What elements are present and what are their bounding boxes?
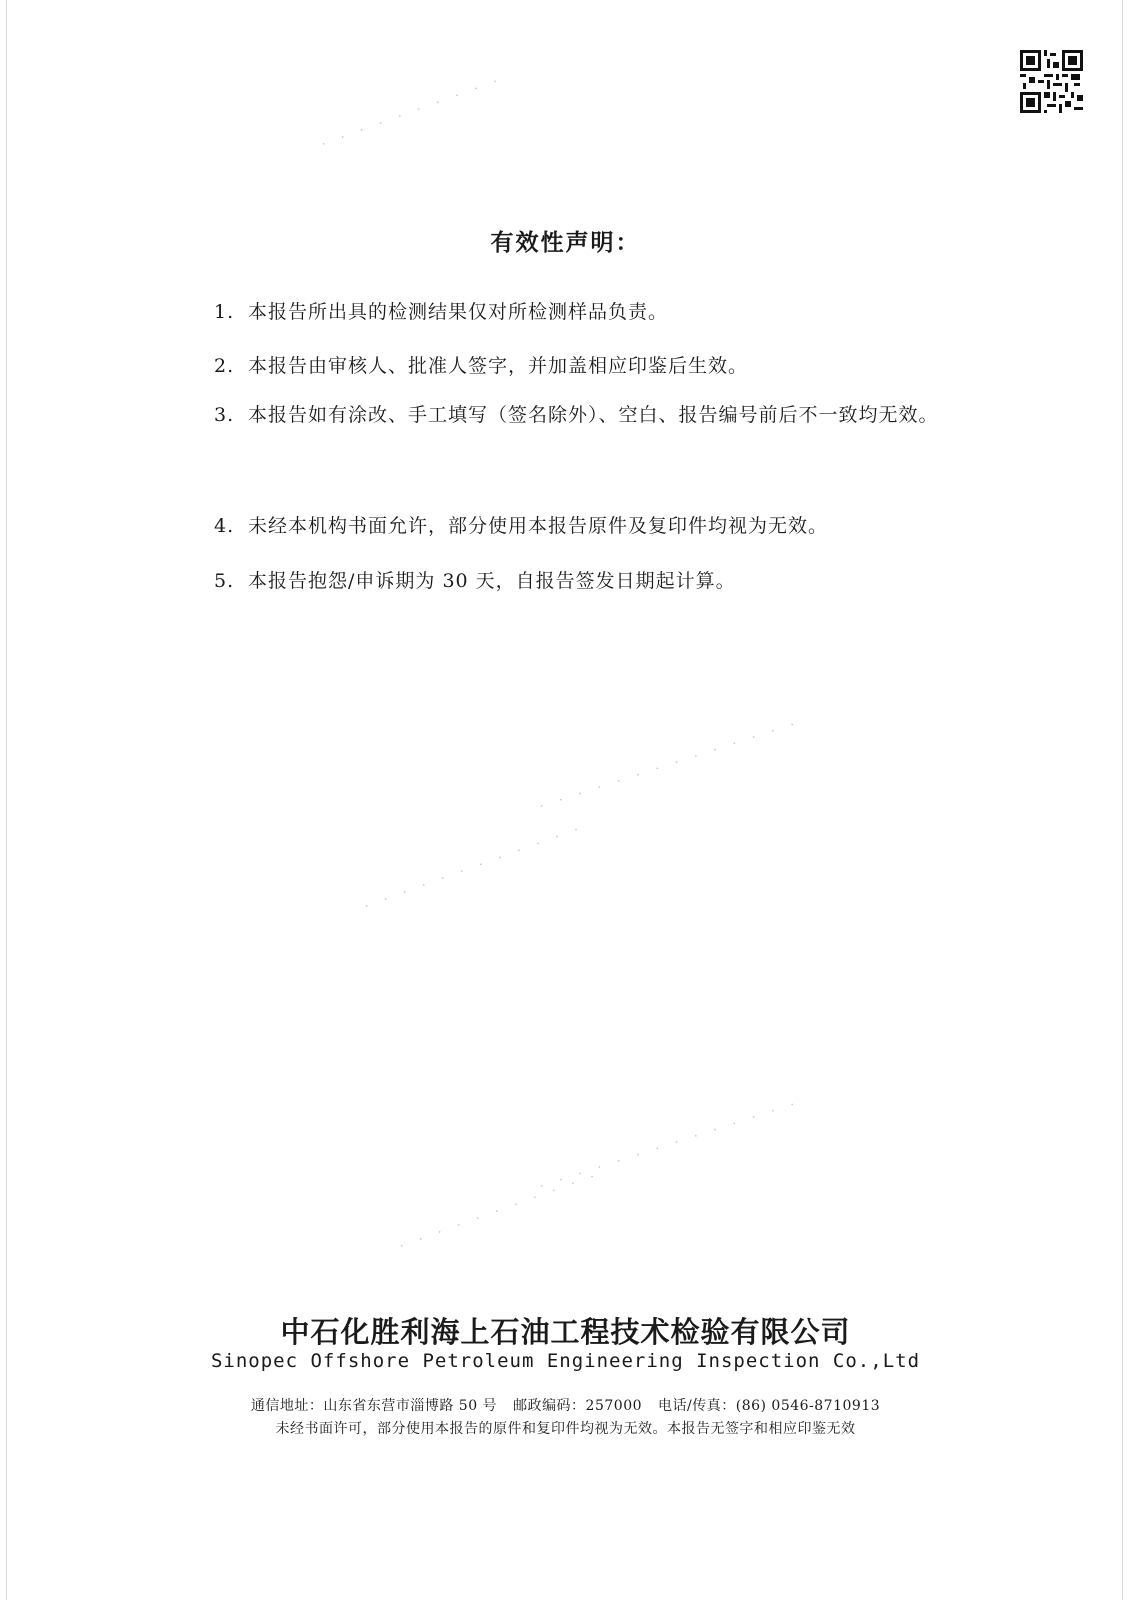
footer-contact-line	[0, 1395, 1131, 1415]
footer-phone: 电话/传真：(86) 0546-8710913	[658, 1398, 881, 1414]
declaration-title: 有效性声明：	[490, 230, 641, 256]
clause-item	[168, 284, 958, 340]
footer-notice: 未经书面许可，部分使用本报告的原件和复印件均视为无效。本报告无签字和相应印鉴无效	[275, 1421, 856, 1437]
qr-code-icon	[1020, 50, 1083, 113]
clause-number: 2.	[214, 355, 235, 377]
faint-watermark: · · · · · · · · · ·	[319, 72, 506, 153]
company-name-english: Sinopec Offshore Petroleum Engineering Inspection Co.,Ltd	[210, 1350, 921, 1372]
faint-watermark: · · · · · · · · · · · · · ·	[537, 715, 803, 815]
clause-text: 本报告如有涂改、手工填写（签名除外）、空白、报告编号前后不一致均无效。	[248, 404, 939, 426]
clause-text: 本报告抱怨/申诉期为 30 天，自报告签发日期起计算。	[248, 570, 736, 592]
clause-text: 未经本机构书面允许，部分使用本报告原件及复印件均视为无效。	[248, 515, 829, 537]
clause-item	[168, 498, 958, 554]
footer-address: 通信地址：山东省东营市淄博路 50 号	[250, 1398, 498, 1414]
faint-watermark: · · · · · · · · · · · ·	[362, 820, 587, 915]
faint-watermark: · · · · · · · · · · ·	[397, 1167, 603, 1255]
clause-number: 3.	[214, 404, 235, 426]
faint-watermark: · · · · · · · · · · · · · ·	[537, 1095, 803, 1195]
clause-item	[168, 392, 958, 438]
clause-text: 本报告由审核人、批准人签字，并加盖相应印鉴后生效。	[248, 355, 749, 377]
clause-number: 4.	[214, 515, 235, 537]
clause-number: 5.	[214, 570, 235, 592]
clause-item	[168, 338, 958, 394]
footer-postcode: 邮政编码：257000	[513, 1398, 643, 1414]
clause-number: 1.	[214, 301, 235, 323]
clause-item	[168, 553, 958, 609]
company-name-chinese: 中石化胜利海上石油工程技术检验有限公司	[280, 1315, 851, 1349]
clause-text: 本报告所出具的检测结果仅对所检测样品负责。	[248, 301, 669, 323]
